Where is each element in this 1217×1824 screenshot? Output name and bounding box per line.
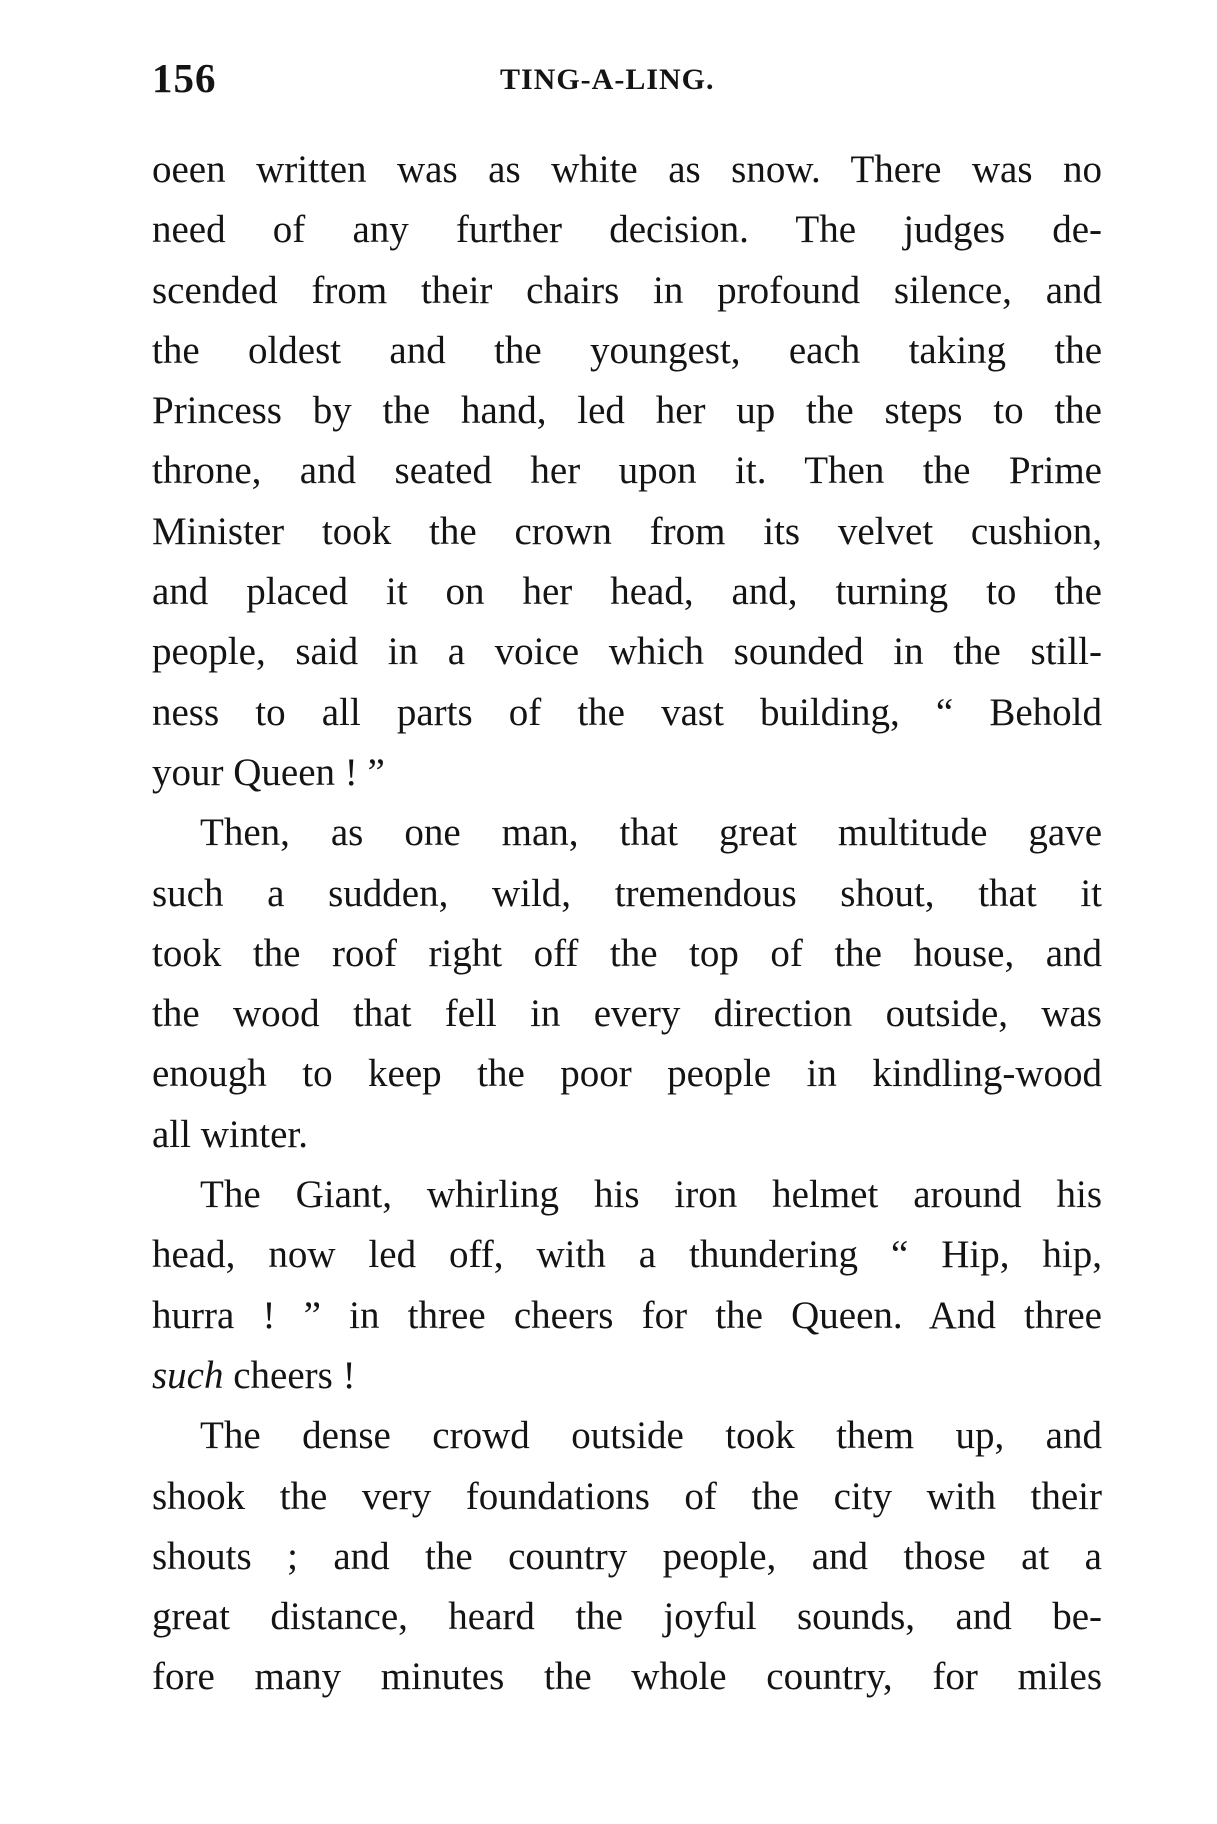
text-line: all winter. [152, 1112, 308, 1156]
text-line: took the roof right off the top of the house, and [152, 931, 1102, 975]
text-line: need of any further decision. The judges de- [152, 208, 1102, 252]
text-line: throne, and seated her upon it. Then the Prime [152, 449, 1102, 493]
text-line: ness to all parts of the vast building, “ Behold [152, 690, 1102, 734]
text-line: shouts ; and the country people, and those at a [152, 1534, 1102, 1578]
page-number: 156 [152, 55, 217, 101]
text-line: The dense crowd outside took them up, and [200, 1414, 1102, 1458]
text-line: the oldest and the youngest, each taking the [152, 328, 1102, 372]
text-line: the wood that fell in every direction outside, was [152, 992, 1102, 1036]
text-line: Minister took the crown from its velvet cushion, [152, 509, 1102, 553]
text-line: people, said in a voice which sounded in the still- [152, 630, 1102, 674]
text-line: and placed it on her head, and, turning to the [152, 570, 1102, 614]
text-line: great distance, heard the joyful sounds, and be- [152, 1595, 1102, 1639]
text-line: oeen written was as white as snow. There was no [152, 148, 1102, 191]
text-line: fore many minutes the whole country, for miles [152, 1655, 1102, 1699]
text-line: hurra ! ” in three cheers for the Queen. And three [152, 1293, 1102, 1337]
text-line: your Queen ! ” [152, 750, 385, 794]
text-line: head, now led off, with a thundering “ Hip, hip, [152, 1233, 1102, 1277]
text-line [152, 1346, 1102, 1406]
body-text [152, 140, 1102, 1708]
italic-word: such [152, 1353, 224, 1397]
text-line: shook the very foundations of the city with their [152, 1474, 1102, 1518]
text-line: scended from their chairs in profound silence, and [152, 268, 1102, 312]
running-head [152, 48, 1102, 108]
text-line: Then, as one man, that great multitude gave [200, 811, 1102, 855]
text-line: enough to keep the poor people in kindling-wood [152, 1052, 1102, 1096]
running-title: TING-A-LING. [500, 63, 715, 96]
text-fragment: cheers ! [233, 1353, 356, 1397]
text-line: Princess by the hand, led her up the steps to the [152, 389, 1102, 433]
text-line: The Giant, whirling his iron helmet around his [200, 1173, 1102, 1217]
text-line: such a sudden, wild, tremendous shout, that it [152, 871, 1102, 915]
